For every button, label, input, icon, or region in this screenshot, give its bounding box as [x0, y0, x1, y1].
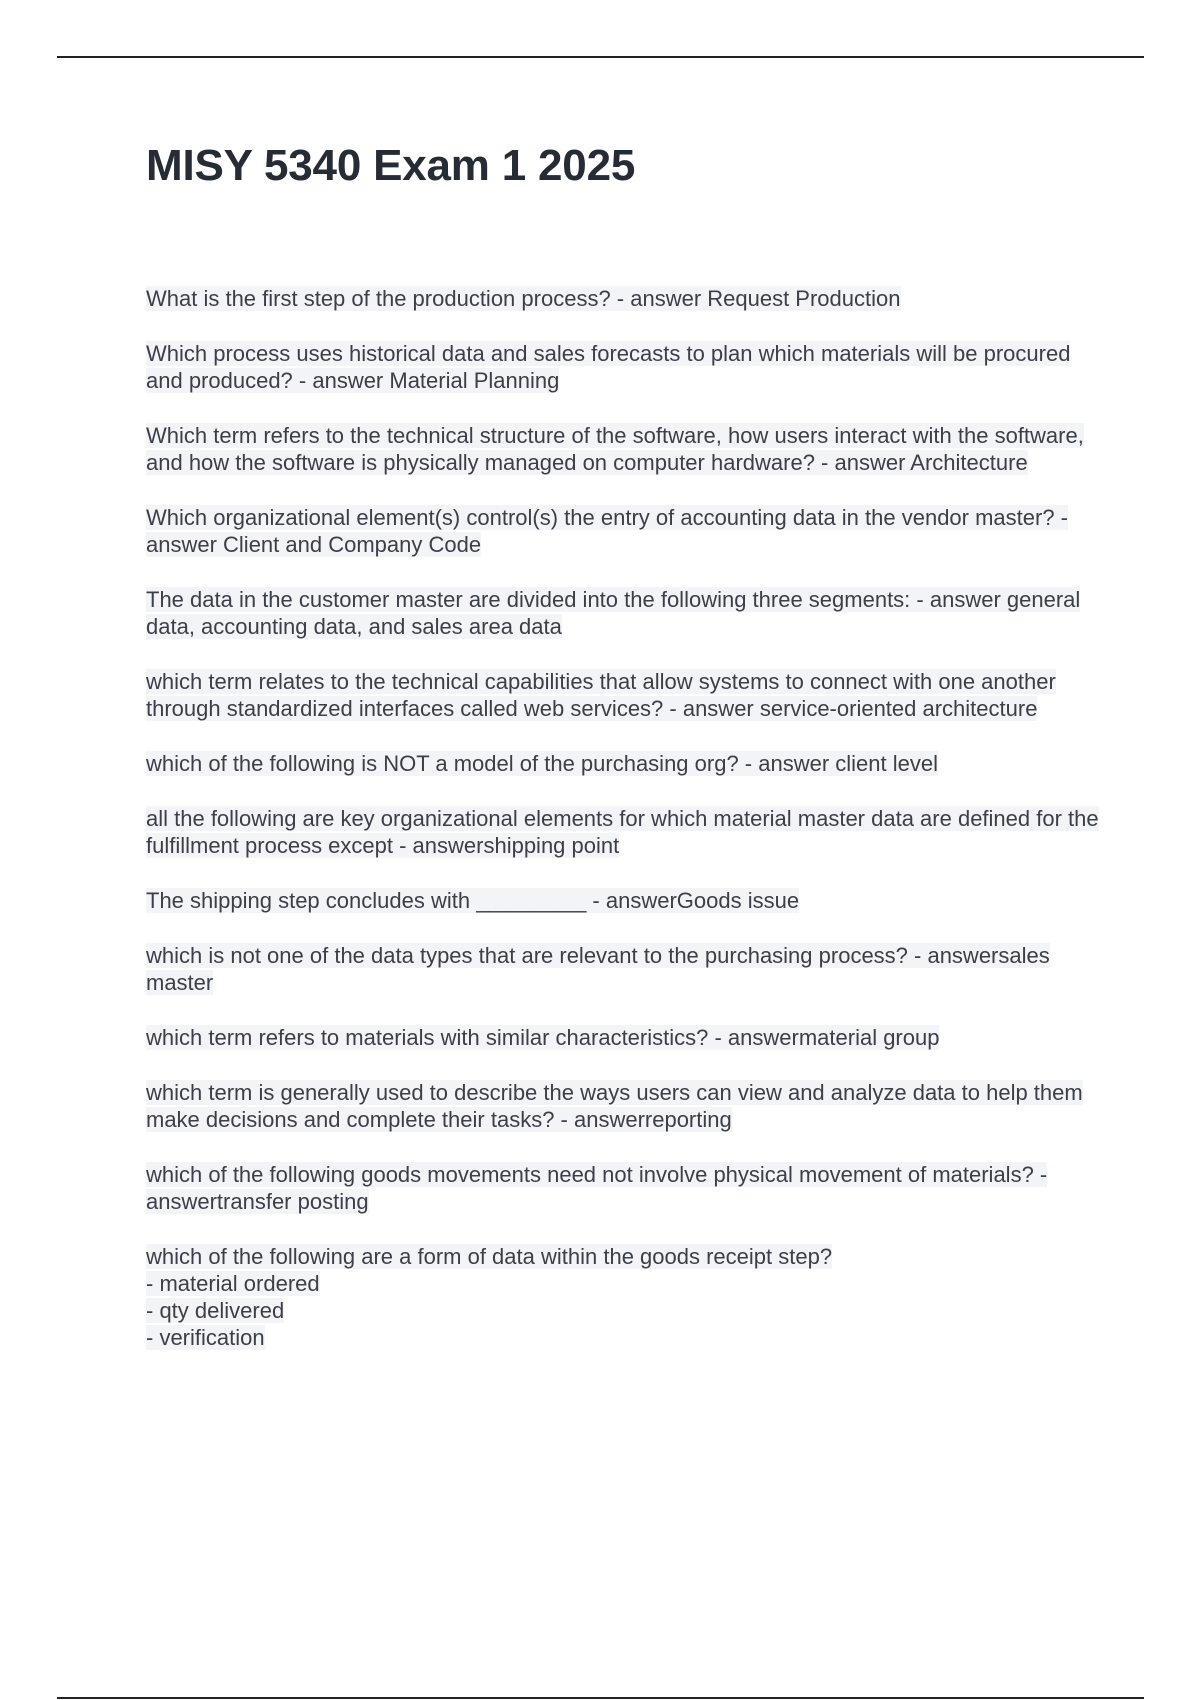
qa-item: [146, 422, 1101, 476]
qa-item: [146, 1024, 1101, 1051]
qa-item: [146, 285, 1101, 312]
qa-text: which term refers to materials with similar characteristics? - answermaterial group: [146, 1025, 940, 1050]
qa-text: which of the following goods movements need not involve physical movement of materials? - answertransfer posting: [146, 1162, 1048, 1214]
qa-text: which of the following are a form of data within the goods receipt step? - material ordered - qty delivered - verification: [146, 1244, 833, 1350]
qa-text: which term relates to the technical capabilities that allow systems to connect with one another through standardized interfaces called web services? - answer service-oriented architecture: [146, 669, 1056, 721]
qa-item: [146, 1243, 1101, 1351]
qa-item: [146, 887, 1101, 914]
document-title: MISY 5340 Exam 1 2025: [146, 141, 636, 190]
qa-text: The shipping step concludes with _________ - answerGoods issue: [146, 888, 800, 913]
qa-text: Which process uses historical data and sales forecasts to plan which materials will be procured and produced? - answer Material Planning: [146, 341, 1071, 393]
question-answer-list: [146, 285, 1101, 1379]
qa-text: The data in the customer master are divided into the following three segments: - answer general data, accounting data, and sales area data: [146, 587, 1081, 639]
qa-item: [146, 1079, 1101, 1133]
qa-text: Which organizational element(s) control(s) the entry of accounting data in the vendor master? - answer Client and Company Code: [146, 505, 1069, 557]
bottom-rule: [57, 1697, 1144, 1699]
qa-text: Which term refers to the technical structure of the software, how users interact with the software, and how the software is physically managed on computer hardware? - answer Architecture: [146, 423, 1084, 475]
qa-item: [146, 805, 1101, 859]
qa-text: What is the first step of the production process? - answer Request Production: [146, 286, 901, 311]
qa-text: which is not one of the data types that are relevant to the purchasing process? - answersales master: [146, 943, 1050, 995]
qa-item: [146, 1161, 1101, 1215]
qa-text: which of the following is NOT a model of the purchasing org? - answer client level: [146, 751, 938, 776]
qa-text: which term is generally used to describe the ways users can view and analyze data to help them make decisions and complete their tasks? - answerreporting: [146, 1080, 1083, 1132]
qa-item: [146, 340, 1101, 394]
top-rule: [57, 56, 1144, 58]
qa-item: [146, 942, 1101, 996]
qa-item: [146, 750, 1101, 777]
qa-item: [146, 668, 1101, 722]
qa-item: [146, 504, 1101, 558]
qa-item: [146, 586, 1101, 640]
qa-text: all the following are key organizational elements for which material master data are defined for the fulfillment process except - answershipping point: [146, 806, 1099, 858]
